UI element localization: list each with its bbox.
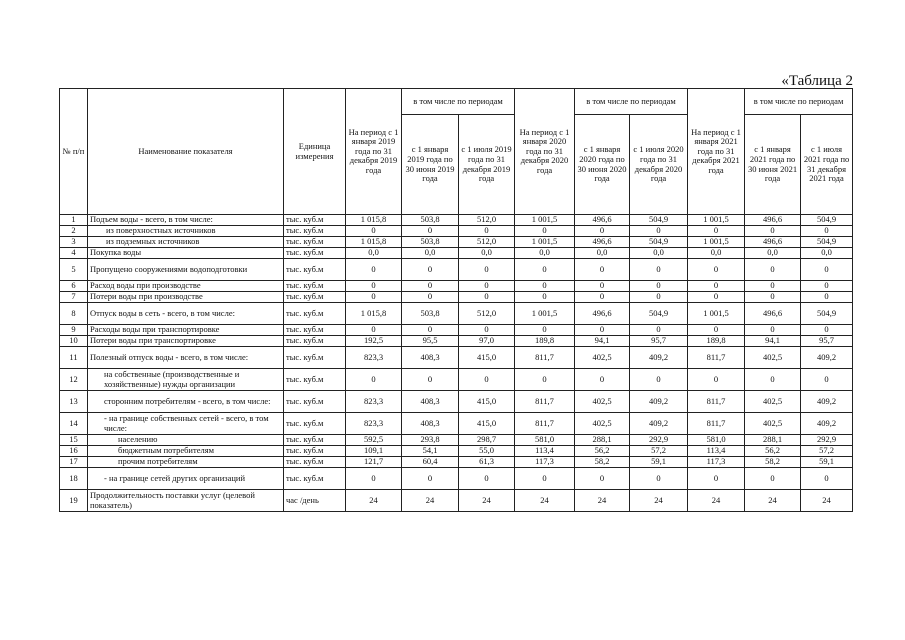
row-name: бюджетным потребителям [88,446,284,457]
row-name: Покупка воды [88,248,284,259]
value-cell: 504,9 [630,303,688,325]
value-cell: 512,0 [459,303,515,325]
value-cell: 0 [630,325,688,336]
value-cell: 0 [801,325,853,336]
value-cell: 24 [459,490,515,512]
value-cell: 0 [515,292,575,303]
header-period-2021: На период с 1 января 2021 года по 31 декабря 2021 года [688,89,745,215]
value-cell: 60,4 [402,457,459,468]
value-cell: 94,1 [575,336,630,347]
value-cell: 0 [575,292,630,303]
value-cell: 24 [346,490,402,512]
header-h1-2019: с 1 января 2019 года по 30 июня 2019 года [402,115,459,215]
value-cell: 0 [459,259,515,281]
value-cell: 117,3 [515,457,575,468]
value-cell: 811,7 [688,347,745,369]
value-cell: 298,7 [459,435,515,446]
header-h1-2020: с 1 января 2020 года по 30 июня 2020 года [575,115,630,215]
table-row [60,259,853,281]
value-cell: 504,9 [801,237,853,248]
row-name: из подземных источников [88,237,284,248]
row-number: 9 [60,325,88,336]
value-cell: 95,7 [801,336,853,347]
value-cell: 189,8 [515,336,575,347]
value-cell: 24 [630,490,688,512]
value-cell: 0 [575,226,630,237]
value-cell: 504,9 [630,215,688,226]
value-cell: 0 [402,259,459,281]
value-cell: 408,3 [402,391,459,413]
value-cell: 1 001,5 [688,303,745,325]
table-row [60,435,853,446]
table-caption: «Таблица 2 [781,73,853,89]
row-number: 18 [60,468,88,490]
value-cell: 1 001,5 [515,303,575,325]
table-row [60,336,853,347]
row-unit: тыс. куб.м [284,336,346,347]
value-cell: 0 [630,226,688,237]
value-cell: 54,1 [402,446,459,457]
table-row [60,226,853,237]
value-cell: 0 [575,281,630,292]
value-cell: 0 [575,369,630,391]
row-unit: тыс. куб.м [284,259,346,281]
value-cell: 1 015,8 [346,237,402,248]
table-row [60,490,853,512]
value-cell: 0 [515,226,575,237]
value-cell: 0,0 [459,248,515,259]
value-cell: 0 [801,468,853,490]
value-cell: 113,4 [688,446,745,457]
table-row [60,237,853,248]
value-cell: 0 [346,281,402,292]
value-cell: 0 [745,281,801,292]
row-unit: тыс. куб.м [284,237,346,248]
value-cell: 0 [745,226,801,237]
value-cell: 292,9 [630,435,688,446]
header-h1-2021: с 1 января 2021 года по 30 июня 2021 года [745,115,801,215]
value-cell: 0 [801,281,853,292]
value-cell: 409,2 [801,391,853,413]
value-cell: 292,9 [801,435,853,446]
row-number: 8 [60,303,88,325]
row-unit: тыс. куб.м [284,325,346,336]
row-unit: тыс. куб.м [284,347,346,369]
value-cell: 56,2 [575,446,630,457]
value-cell: 504,9 [630,237,688,248]
row-name: населению [88,435,284,446]
row-number: 11 [60,347,88,369]
value-cell: 0 [745,369,801,391]
value-cell: 95,7 [630,336,688,347]
table-row [60,446,853,457]
row-number: 5 [60,259,88,281]
row-unit: тыс. куб.м [284,457,346,468]
value-cell: 288,1 [745,435,801,446]
value-cell: 0,0 [801,248,853,259]
value-cell: 512,0 [459,215,515,226]
value-cell: 1 001,5 [515,215,575,226]
value-cell: 192,5 [346,336,402,347]
row-name: Пропущено сооружениями водоподготовки [88,259,284,281]
value-cell: 59,1 [630,457,688,468]
value-cell: 512,0 [459,237,515,248]
value-cell: 402,5 [745,391,801,413]
value-cell: 0 [575,259,630,281]
value-cell: 811,7 [688,391,745,413]
row-name: на собственные (производственные и хозяйственные) нужды организации [88,369,284,391]
row-unit: тыс. куб.м [284,226,346,237]
table-row [60,391,853,413]
value-cell: 503,8 [402,215,459,226]
value-cell: 0 [459,369,515,391]
row-unit: час /день [284,490,346,512]
value-cell: 415,0 [459,413,515,435]
value-cell: 0 [688,292,745,303]
value-cell: 409,2 [801,413,853,435]
row-number: 15 [60,435,88,446]
table-row [60,347,853,369]
value-cell: 811,7 [515,413,575,435]
row-number: 13 [60,391,88,413]
value-cell: 415,0 [459,347,515,369]
table-row [60,325,853,336]
row-number: 2 [60,226,88,237]
value-cell: 113,4 [515,446,575,457]
value-cell: 57,2 [801,446,853,457]
row-number: 1 [60,215,88,226]
value-cell: 0 [515,259,575,281]
value-cell: 121,7 [346,457,402,468]
value-cell: 0 [745,468,801,490]
value-cell: 823,3 [346,347,402,369]
row-name: Расходы воды при транспортировке [88,325,284,336]
value-cell: 503,8 [402,237,459,248]
value-cell: 504,9 [801,215,853,226]
value-cell: 496,6 [575,215,630,226]
row-number: 4 [60,248,88,259]
header-name: Наименование показателя [88,89,284,215]
row-unit: тыс. куб.м [284,391,346,413]
header-h2-2021: с 1 июля 2021 года по 31 декабря 2021 года [801,115,853,215]
header-num: № п/п [60,89,88,215]
value-cell: 0 [515,369,575,391]
value-cell: 408,3 [402,347,459,369]
row-name: Расход воды при производстве [88,281,284,292]
value-cell: 408,3 [402,413,459,435]
value-cell: 0 [515,281,575,292]
value-cell: 823,3 [346,391,402,413]
row-name: из поверхностных источников [88,226,284,237]
value-cell: 0 [459,292,515,303]
value-cell: 402,5 [745,347,801,369]
value-cell: 402,5 [575,413,630,435]
row-unit: тыс. куб.м [284,281,346,292]
row-name: сторонним потребителям - всего, в том числе: [88,391,284,413]
value-cell: 0 [402,325,459,336]
value-cell: 24 [688,490,745,512]
value-cell: 0 [745,325,801,336]
row-number: 10 [60,336,88,347]
value-cell: 0 [346,325,402,336]
row-unit: тыс. куб.м [284,303,346,325]
value-cell: 402,5 [575,391,630,413]
value-cell: 402,5 [745,413,801,435]
value-cell: 0 [688,468,745,490]
header-period-2020: На период с 1 января 2020 года по 31 декабря 2020 года [515,89,575,215]
value-cell: 0 [515,468,575,490]
row-unit: тыс. куб.м [284,435,346,446]
value-cell: 57,2 [630,446,688,457]
value-cell: 1 015,8 [346,303,402,325]
value-cell: 58,2 [745,457,801,468]
value-cell: 117,3 [688,457,745,468]
value-cell: 496,6 [575,237,630,248]
table-row [60,281,853,292]
value-cell: 402,5 [575,347,630,369]
value-cell: 24 [515,490,575,512]
row-unit: тыс. куб.м [284,248,346,259]
value-cell: 1 015,8 [346,215,402,226]
row-name: - на границе собственных сетей - всего, в том числе: [88,413,284,435]
row-name: Потери воды при производстве [88,292,284,303]
value-cell: 0 [459,226,515,237]
row-name: Полезный отпуск воды - всего, в том числе: [88,347,284,369]
row-number: 17 [60,457,88,468]
value-cell: 0 [346,468,402,490]
row-unit: тыс. куб.м [284,468,346,490]
row-unit: тыс. куб.м [284,446,346,457]
value-cell: 97,0 [459,336,515,347]
row-name: Продолжительность поставки услуг (целевой показатель) [88,490,284,512]
value-cell: 0,0 [515,248,575,259]
value-cell: 189,8 [688,336,745,347]
row-number: 14 [60,413,88,435]
table-body [60,215,853,512]
value-cell: 0 [575,468,630,490]
table-row [60,457,853,468]
row-number: 12 [60,369,88,391]
value-cell: 58,2 [575,457,630,468]
value-cell: 0 [688,325,745,336]
value-cell: 0 [801,226,853,237]
value-cell: 94,1 [745,336,801,347]
value-cell: 415,0 [459,391,515,413]
value-cell: 409,2 [630,347,688,369]
table-row [60,369,853,391]
value-cell: 0 [688,369,745,391]
value-cell: 0 [630,292,688,303]
row-unit: тыс. куб.м [284,413,346,435]
value-cell: 0 [745,292,801,303]
value-cell: 0,0 [688,248,745,259]
row-name: Отпуск воды в сеть - всего, в том числе: [88,303,284,325]
value-cell: 1 001,5 [688,237,745,248]
row-unit: тыс. куб.м [284,215,346,226]
value-cell: 55,0 [459,446,515,457]
value-cell: 581,0 [688,435,745,446]
row-number: 3 [60,237,88,248]
value-cell: 0 [459,325,515,336]
row-number: 19 [60,490,88,512]
value-cell: 504,9 [801,303,853,325]
value-cell: 0 [688,226,745,237]
value-cell: 823,3 [346,413,402,435]
value-cell: 0 [459,468,515,490]
header-sub-2019: в том числе по периодам [402,89,515,115]
value-cell: 0 [346,292,402,303]
value-cell: 293,8 [402,435,459,446]
value-cell: 0,0 [346,248,402,259]
value-cell: 1 001,5 [688,215,745,226]
value-cell: 0 [575,325,630,336]
value-cell: 496,6 [745,237,801,248]
table-header [60,89,853,215]
row-name: Потери воды при транспортировке [88,336,284,347]
header-sub-2021: в том числе по периодам [745,89,853,115]
value-cell: 581,0 [515,435,575,446]
table-row [60,248,853,259]
value-cell: 0 [402,292,459,303]
value-cell: 0 [346,226,402,237]
value-cell: 0 [688,259,745,281]
value-cell: 0 [801,259,853,281]
table-row [60,468,853,490]
row-number: 7 [60,292,88,303]
value-cell: 24 [402,490,459,512]
value-cell: 95,5 [402,336,459,347]
row-number: 6 [60,281,88,292]
header-sub-2020: в том числе по периодам [575,89,688,115]
row-unit: тыс. куб.м [284,369,346,391]
value-cell: 811,7 [515,391,575,413]
value-cell: 0 [801,292,853,303]
value-cell: 0 [346,259,402,281]
value-cell: 0 [630,369,688,391]
row-name: Подъем воды - всего, в том числе: [88,215,284,226]
value-cell: 61,3 [459,457,515,468]
header-h2-2020: с 1 июля 2020 года по 31 декабря 2020 года [630,115,688,215]
water-supply-table [59,88,853,512]
value-cell: 0 [402,468,459,490]
value-cell: 409,2 [801,347,853,369]
value-cell: 409,2 [630,413,688,435]
value-cell: 0 [801,369,853,391]
value-cell: 24 [801,490,853,512]
value-cell: 109,1 [346,446,402,457]
table-row [60,303,853,325]
value-cell: 0 [630,281,688,292]
row-name: прочим потребителям [88,457,284,468]
header-unit: Единица измерения [284,89,346,215]
value-cell: 56,2 [745,446,801,457]
value-cell: 0 [745,259,801,281]
value-cell: 496,6 [575,303,630,325]
value-cell: 59,1 [801,457,853,468]
row-name: - на границе сетей других организаций [88,468,284,490]
row-number: 16 [60,446,88,457]
value-cell: 0 [346,369,402,391]
value-cell: 0 [688,281,745,292]
value-cell: 496,6 [745,303,801,325]
value-cell: 0 [402,369,459,391]
value-cell: 0,0 [402,248,459,259]
value-cell: 0 [459,281,515,292]
header-period-2019: На период с 1 января 2019 года по 31 декабря 2019 года [346,89,402,215]
value-cell: 0 [630,259,688,281]
value-cell: 496,6 [745,215,801,226]
table-row [60,292,853,303]
value-cell: 0 [515,325,575,336]
value-cell: 592,5 [346,435,402,446]
value-cell: 24 [575,490,630,512]
value-cell: 1 001,5 [515,237,575,248]
value-cell: 0 [402,281,459,292]
value-cell: 409,2 [630,391,688,413]
value-cell: 811,7 [688,413,745,435]
table-row [60,413,853,435]
value-cell: 0 [402,226,459,237]
value-cell: 0 [630,468,688,490]
value-cell: 811,7 [515,347,575,369]
value-cell: 288,1 [575,435,630,446]
value-cell: 0,0 [745,248,801,259]
table-row [60,215,853,226]
header-h2-2019: с 1 июля 2019 года по 31 декабря 2019 года [459,115,515,215]
value-cell: 24 [745,490,801,512]
value-cell: 503,8 [402,303,459,325]
value-cell: 0,0 [630,248,688,259]
value-cell: 0,0 [575,248,630,259]
row-unit: тыс. куб.м [284,292,346,303]
